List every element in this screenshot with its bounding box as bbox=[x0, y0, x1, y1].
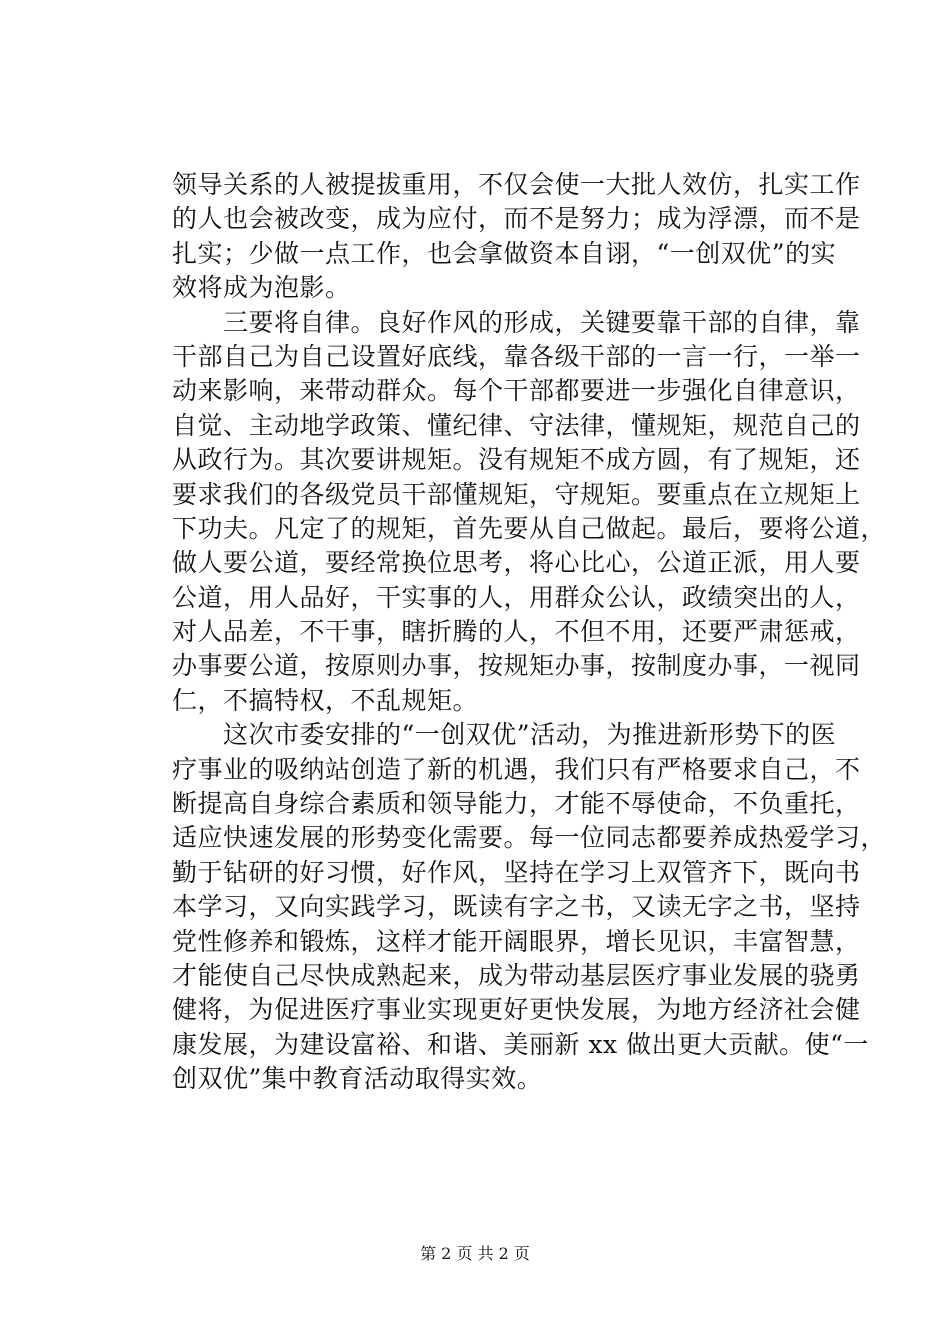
text-line: 仁，不搞特权，不乱规矩。 bbox=[172, 685, 479, 715]
text-line: 适应快速发展的形势变化需要。每一位同志都要养成热爱学习， bbox=[172, 823, 887, 853]
text-line: 要求我们的各级党员干部懂规矩，守规矩。要重点在立规矩上 bbox=[172, 479, 861, 509]
text-line: 党性修养和锻炼，这样才能开阔眼界，增长见识，丰富智慧， bbox=[172, 926, 861, 956]
page-number-footer: 第 2 页 共 2 页 bbox=[420, 1244, 530, 1263]
text-line: 康发展，为建设富裕、和谐、美丽新 xx 做出更大贡献。使“一 bbox=[172, 1029, 869, 1059]
text-line: 创双优”集中教育活动取得实效。 bbox=[172, 1064, 543, 1094]
text-line: 本学习，又向实践学习，既读有字之书，又读无字之书，坚持 bbox=[172, 892, 861, 922]
text-line: 办事要公道，按原则办事，按规矩办事，按制度办事，一视同 bbox=[172, 651, 861, 681]
text-line: 对人品差，不干事，瞎折腾的人，不但不用，还要严肃惩戒， bbox=[172, 617, 861, 647]
text-line: 断提高自身综合素质和领导能力，才能不辱使命，不负重托， bbox=[172, 789, 861, 819]
text-line: 这次市委安排的“一创双优”活动，为推进新形势下的医 bbox=[172, 720, 837, 750]
text-line: 干部自己为自己设置好底线，靠各级干部的一言一行，一举一 bbox=[172, 341, 861, 371]
text-line: 从政行为。其次要讲规矩。没有规矩不成方圆，有了规矩，还 bbox=[172, 445, 861, 475]
text-line: 的人也会被改变，成为应付，而不是努力；成为浮漂，而不是 bbox=[172, 204, 861, 234]
text-line: 勤于钻研的好习惯，好作风，坚持在学习上双管齐下，既向书 bbox=[172, 857, 861, 887]
text-line: 公道，用人品好，干实事的人，用群众公认，政绩突出的人， bbox=[172, 582, 861, 612]
text-line: 疗事业的吸纳站创造了新的机遇，我们只有严格要求自己，不 bbox=[172, 754, 861, 784]
text-line: 效将成为泡影。 bbox=[172, 273, 351, 303]
text-line: 领导关系的人被提拔重用，不仅会使一大批人效仿，扎实工作 bbox=[172, 170, 861, 199]
text-line: 做人要公道，要经常换位思考，将心比心，公道正派，用人要 bbox=[172, 548, 861, 578]
text-line: 健将，为促进医疗事业实现更好更快发展，为地方经济社会健 bbox=[172, 995, 861, 1025]
text-line: 下功夫。凡定了的规矩，首先要从自己做起。最后，要将公道， bbox=[172, 513, 887, 543]
text-line: 扎实；少做一点工作，也会拿做资本自诩，“一创双优”的实 bbox=[172, 238, 837, 268]
body-text bbox=[172, 168, 887, 1097]
text-line: 才能使自己尽快成熟起来，成为带动基层医疗事业发展的骁勇 bbox=[172, 960, 861, 990]
text-line: 自觉、主动地学政策、懂纪律、守法律，懂规矩，规范自己的 bbox=[172, 410, 861, 440]
text-line: 三要将自律。良好作风的形成，关键要靠干部的自律，靠 bbox=[172, 307, 861, 337]
text-line: 动来影响，来带动群众。每个干部都要进一步强化自律意识， bbox=[172, 376, 861, 406]
